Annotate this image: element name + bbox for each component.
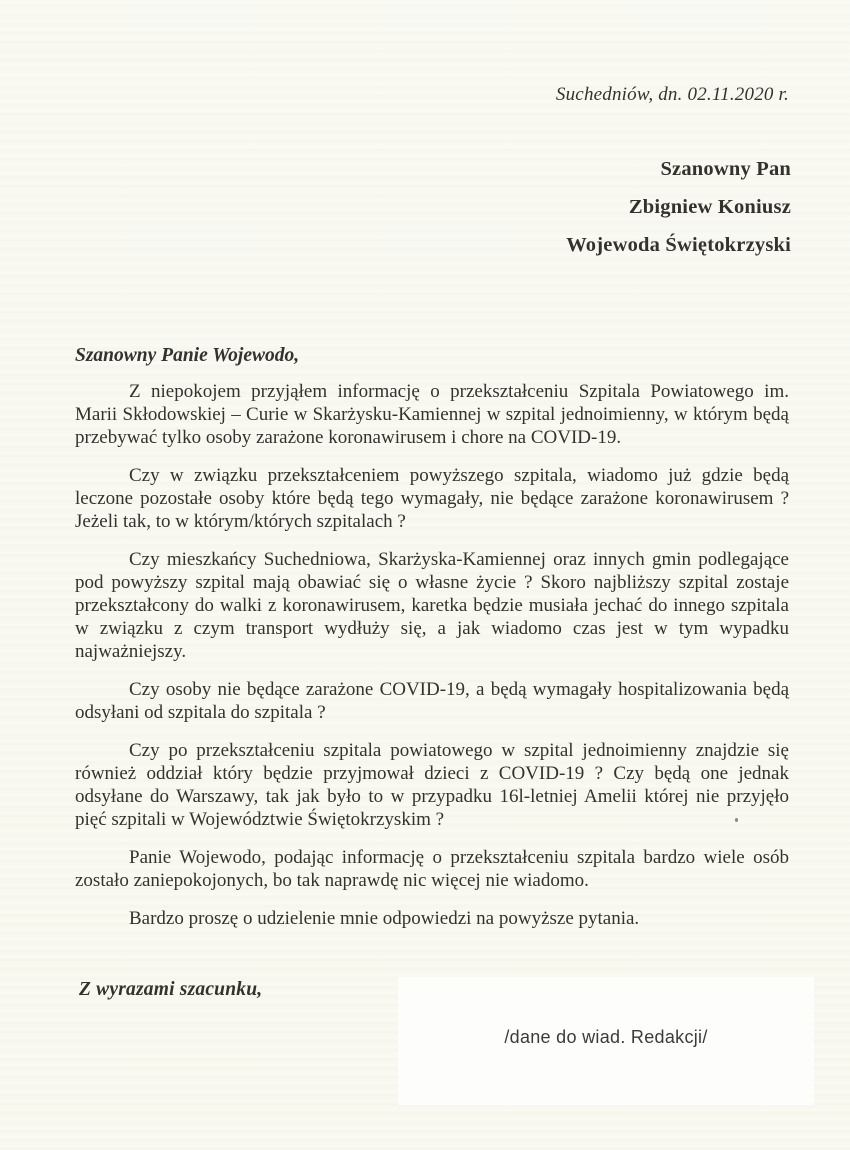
letter-closing: Z wyrazami szacunku, bbox=[79, 979, 263, 1000]
letter-paragraph-3: Czy mieszkańcy Suchedniowa, Skarżyska-Kamiennej oraz innych gmin podlegające pod powyższy szpital mają obawiać się o własne życie ? Skoro najbliższy szpital zostaje przekształcony do walki z koronawirusem, karetka będzie musiała jechać do innego szpitala w związku z czym transport wydłuży się, a jak wiadomo czas jest w tym wypadku najważniejszy. bbox=[75, 549, 789, 662]
letter-paragraph-6: Panie Wojewodo, podając informację o przekształceniu szpitala bardzo wiele osób zostało zaniepokojonych, bo tak naprawdę nic więcej nie wiadomo. bbox=[75, 847, 789, 891]
redaction-note: /dane do wiad. Redakcji/ bbox=[504, 1027, 708, 1047]
recipient-line-name: Zbigniew Koniusz bbox=[628, 196, 791, 218]
recipient-line-title: Wojewoda Świętokrzyski bbox=[566, 234, 791, 256]
scan-speck bbox=[735, 818, 738, 822]
letter-paragraph-7: Bardzo proszę o udzielenie mnie odpowiedzi na powyższe pytania. bbox=[129, 908, 640, 929]
letter-paragraph-1: Z niepokojem przyjąłem informację o przekształceniu Szpitala Powiatowego im. Marii Skłodowskiej – Curie w Skarżysku-Kamiennej w szpital jednoimienny, w którym będą przebywać tylko osoby zarażone koronawirusem i chore na COVID-19. bbox=[75, 381, 789, 448]
letter-salutation: Szanowny Panie Wojewodo, bbox=[75, 345, 300, 366]
recipient-block bbox=[566, 150, 791, 264]
letter-paragraph-4: Czy osoby nie będące zarażone COVID-19, a będą wymagały hospitalizowania będą odsyłani od szpitala do szpitala ? bbox=[75, 679, 789, 723]
signature-redaction-patch bbox=[398, 977, 814, 1105]
letter-paragraph-2: Czy w związku przekształceniem powyższego szpitala, wiadomo już gdzie będą leczone pozostałe osoby które będą tego wymagały, nie będące zarażone koronawirusem ? Jeżeli tak, to w którym/których szpitalach ? bbox=[75, 465, 789, 532]
letter-body bbox=[75, 344, 789, 945]
letter-paragraph-5: Czy po przekształceniu szpitala powiatowego w szpital jednoimienny znajdzie się również oddział który będzie przyjmował dzieci z COVID-19 ? Czy będą one jednak odsyłane do Warszawy, tak jak było to w przypadku 16l-letniej Amelii której nie przyjęło pięć szpitali w Województwie Świętokrzyskim ? bbox=[75, 740, 789, 830]
letter-dateline: Suchedniów, dn. 02.11.2020 r. bbox=[555, 84, 789, 105]
recipient-line-honorific: Szanowny Pan bbox=[660, 158, 791, 180]
